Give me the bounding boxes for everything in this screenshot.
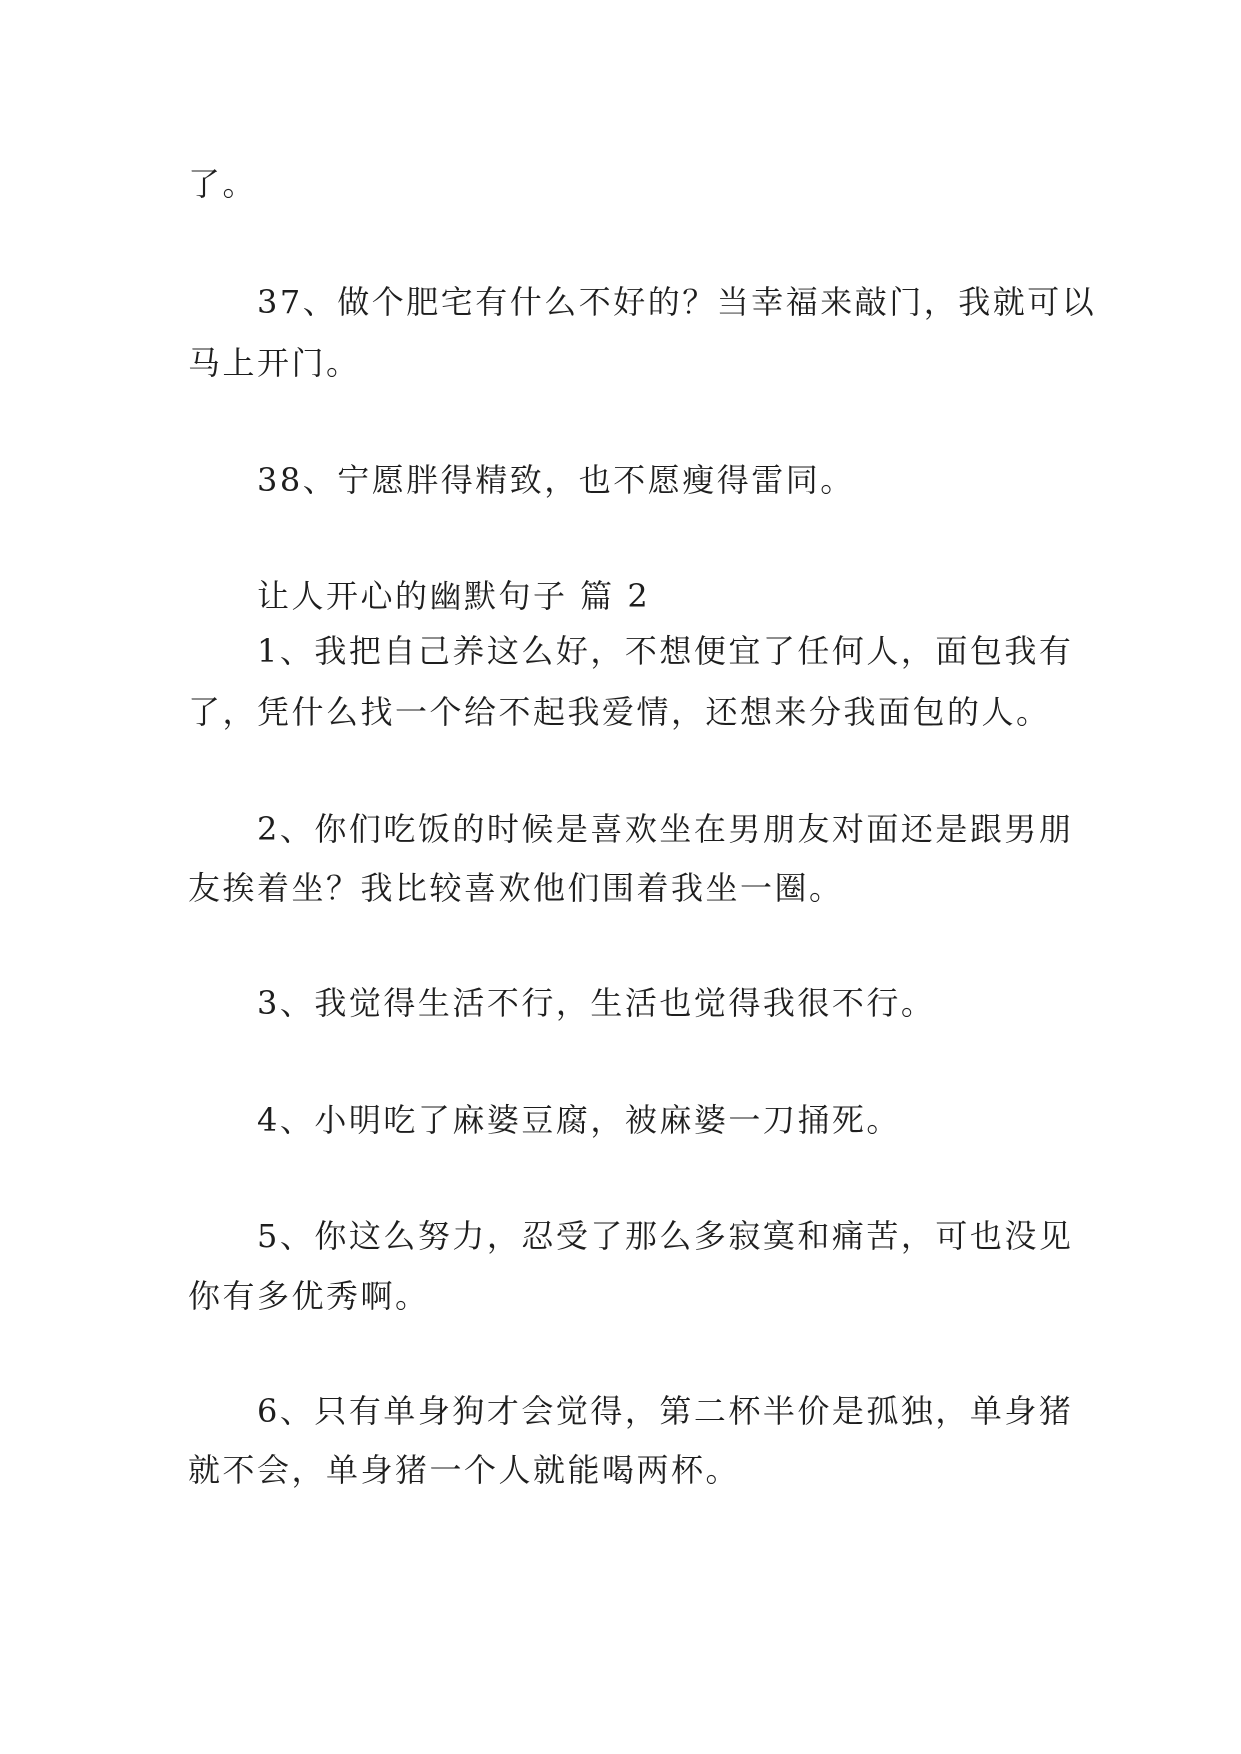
item-3-line-1: 3、我觉得生活不行，生活也觉得我很不行。 [257,984,936,1022]
item-38-line-1: 38、宁愿胖得精致，也不愿瘦得雷同。 [257,461,855,499]
item-1-line-2: 了，凭什么找一个给不起我爱情，还想来分我面包的人。 [188,693,1051,731]
section-heading: 让人开心的幽默句子 篇 2 [257,577,651,615]
item-37-line-1: 37、做个肥宅有什么不好的？当幸福来敲门，我就可以 [257,283,1097,321]
item-4-line-1: 4、小明吃了麻婆豆腐，被麻婆一刀捅死。 [257,1101,901,1139]
item-6-line-2: 就不会，单身猪一个人就能喝两杯。 [188,1451,741,1489]
item-2-line-1: 2、你们吃饭的时候是喜欢坐在男朋友对面还是跟男朋 [257,810,1074,848]
item-37-line-2: 马上开门。 [188,344,361,382]
item-5-line-1: 5、你这么努力，忍受了那么多寂寞和痛苦，可也没见 [257,1217,1074,1255]
item-1-line-1: 1、我把自己养这么好，不想便宜了任何人，面包我有 [257,632,1074,670]
item-5-line-2: 你有多优秀啊。 [188,1277,430,1315]
item-2-line-2: 友挨着坐？我比较喜欢他们围着我坐一圈。 [188,869,844,907]
paragraph-continuation-line: 了。 [188,165,258,203]
item-6-line-1: 6、只有单身狗才会觉得，第二杯半价是孤独，单身猪 [257,1392,1074,1430]
